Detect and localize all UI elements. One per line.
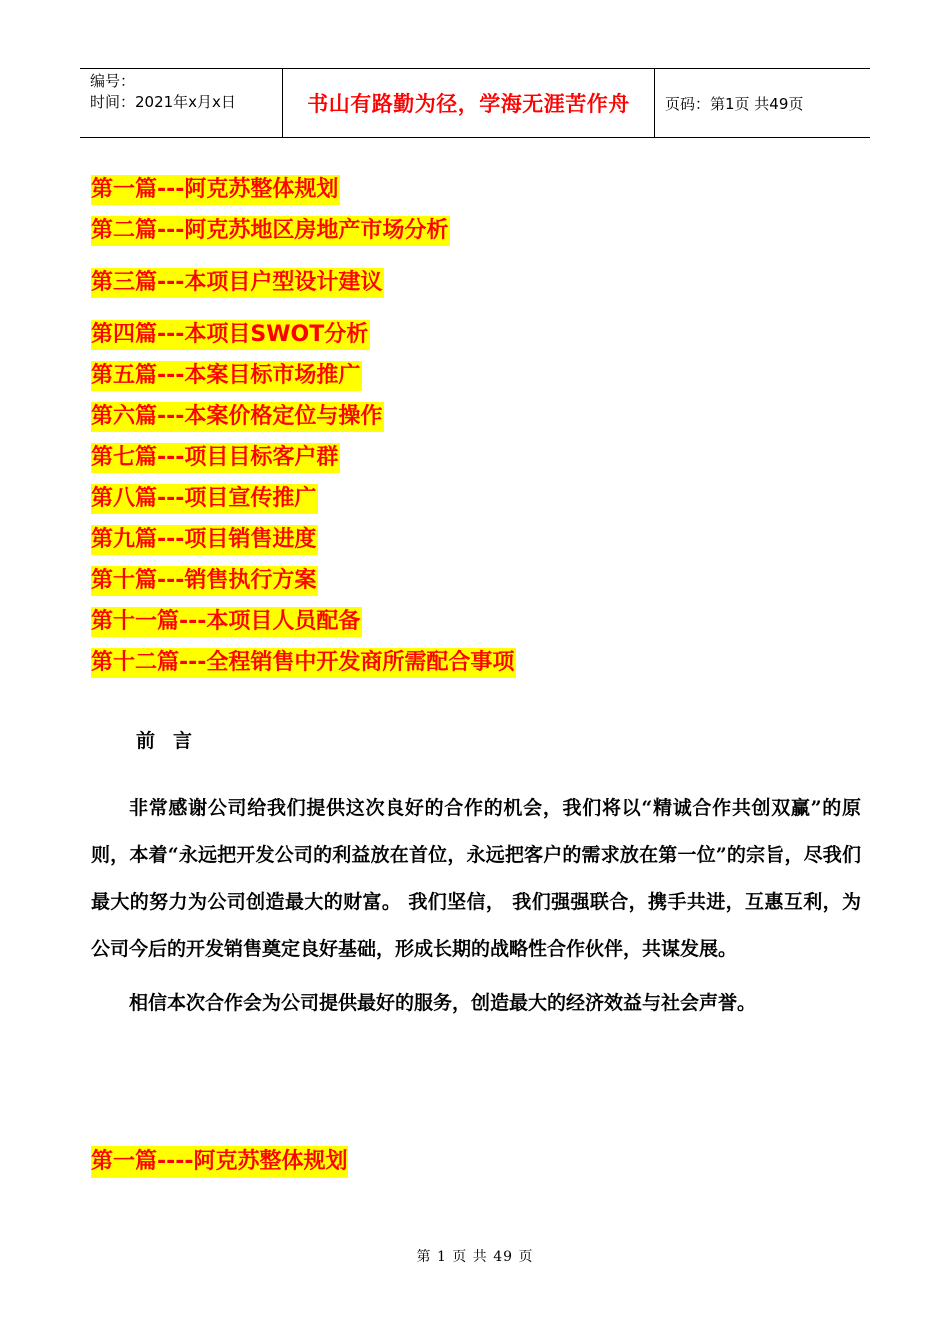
toc-item: [91, 443, 871, 484]
toc-item-label: 第五篇---本案目标市场推广: [91, 361, 362, 391]
toc-item-label: 第十二篇---全程销售中开发商所需配合事项: [91, 648, 516, 678]
toc-item: [91, 402, 871, 443]
toc-item-label: 第十篇---销售执行方案: [91, 566, 318, 596]
toc-item-label: 第十一篇---本项目人员配备: [91, 607, 362, 637]
toc-item: [91, 268, 871, 320]
header-motto: 书山有路勤为径，学海无涯苦作舟: [282, 69, 655, 137]
toc-item: [91, 607, 871, 648]
toc-item: [91, 566, 871, 607]
header-meta: [80, 69, 282, 137]
document-number-label: 编号：: [90, 72, 136, 90]
toc-item-label: 第四篇---本项目SWOT分析: [91, 320, 370, 350]
preface-body: [91, 785, 861, 1027]
toc-item-label: 第八篇---项目宣传推广: [91, 484, 318, 514]
toc-item: [91, 216, 871, 268]
toc-item-label: 第一篇---阿克苏整体规划: [91, 175, 340, 205]
toc-item-label: 第三篇---本项目户型设计建议: [91, 268, 384, 298]
toc-item: [91, 484, 871, 525]
toc-item: [91, 320, 871, 361]
preface-paragraph: 非常感谢公司给我们提供这次良好的合作的机会，我们将以“精诚合作共创双赢”的原则，本着“永远把开发公司的利益放在首位，永远把客户的需求放在第一位”的宗旨，尽我们最大的努力为公司创造最大的财富。 我们坚信， 我们强强联合，携手共进，互惠互利，为公司今后的开发销售奠定良好基础，形成长期的战略性合作伙伴，共谋发展。: [91, 797, 861, 960]
toc-item-label: 第七篇---项目目标客户群: [91, 443, 340, 473]
page-footer: 第 1 页 共 49 页: [416, 1249, 534, 1265]
page-header: [80, 68, 870, 138]
toc-item: [91, 175, 871, 216]
toc-item: [91, 525, 871, 566]
preface-title: 前言: [136, 730, 211, 752]
table-of-contents: [91, 175, 871, 689]
preface-paragraph: 相信本次合作会为公司提供最好的服务，创造最大的经济效益与社会声誉。: [129, 992, 757, 1014]
toc-item: [91, 361, 871, 402]
section-heading: [91, 1146, 348, 1178]
toc-item-label: 第九篇---项目销售进度: [91, 525, 318, 555]
document-date: 时间：2021年x月x日: [90, 93, 236, 111]
toc-item: [91, 648, 871, 689]
header-page-info: 页码：第1页 共49页: [665, 94, 804, 113]
section-heading-label: 第一篇----阿克苏整体规划: [91, 1146, 348, 1178]
toc-item-label: 第二篇---阿克苏地区房地产市场分析: [91, 216, 450, 246]
toc-item-label: 第六篇---本案价格定位与操作: [91, 402, 384, 432]
